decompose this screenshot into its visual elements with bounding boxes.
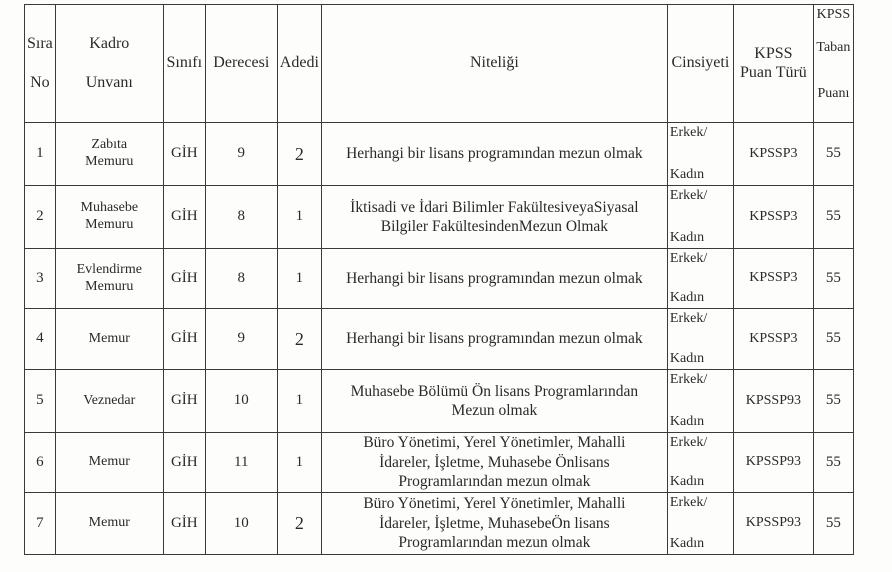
cell-puan: KPSSP93 xyxy=(733,493,813,555)
header-kadro-line1: Kadro xyxy=(89,35,130,53)
cell-line: İktisadi ve İdari Bilimler FakültesiveyaSiyasal xyxy=(350,198,639,216)
cell-line: Büro Yönetimi, Yerel Yönetimler, Mahalli xyxy=(363,495,626,513)
header-kadro-line2: Unvanı xyxy=(85,73,133,91)
cell-cinsiyet-line1: Erkek/ xyxy=(669,311,708,326)
cell-no: 5 xyxy=(25,370,56,433)
cell-derece: 9 xyxy=(205,309,277,370)
cell-line: İdareler, İşletme, MuhasebeÖn lisans xyxy=(379,514,610,532)
cell-cinsiyet xyxy=(667,433,733,493)
kadro-table xyxy=(24,4,854,555)
header-kpss-puan-line1: KPSS xyxy=(754,45,793,63)
cell-line: Mezun olmak xyxy=(451,402,538,419)
cell-line: İdareler, İşletme, Muhasebe Önlisans xyxy=(379,453,610,471)
cell-adet: 2 xyxy=(277,309,321,370)
cell-cinsiyet-line2: Kadın xyxy=(669,473,705,489)
cell-cinsiyet-line1: Erkek/ xyxy=(669,188,708,203)
cell-line: Programlarından mezun olmak xyxy=(398,473,591,491)
cell-line: Muhasebe xyxy=(80,200,139,216)
cell-taban: 55 xyxy=(813,249,853,309)
cell-cinsiyet-line1: Erkek/ xyxy=(669,251,708,266)
cell-line: Memur xyxy=(88,515,130,531)
cell-line: Bilgiler FakültesindenMezun Olmak xyxy=(380,218,609,235)
cell-nitelik xyxy=(321,433,667,493)
cell-cinsiyet xyxy=(667,186,733,249)
cell-cinsiyet-line1: Erkek/ xyxy=(669,125,708,140)
header-derecesi: Derecesi xyxy=(205,5,277,123)
cell-line: Memur xyxy=(88,454,130,470)
cell-no: 4 xyxy=(25,309,56,370)
cell-adet: 1 xyxy=(277,433,321,493)
cell-taban: 55 xyxy=(813,309,853,370)
table-row xyxy=(25,309,854,370)
cell-no: 2 xyxy=(25,186,56,249)
cell-no: 6 xyxy=(25,433,56,493)
cell-derece: 10 xyxy=(205,370,277,433)
header-kpss-taban xyxy=(813,5,853,123)
cell-kadro xyxy=(55,309,163,370)
cell-kadro xyxy=(55,433,163,493)
cell-line: Herhangi bir lisans programından mezun olmak xyxy=(346,330,643,348)
header-sira xyxy=(25,5,56,123)
cell-kadro xyxy=(55,249,163,309)
cell-sinif: GİH xyxy=(163,370,205,433)
cell-cinsiyet xyxy=(667,493,733,555)
cell-cinsiyet-line1: Erkek/ xyxy=(669,495,708,510)
cell-line: Memuru xyxy=(85,278,134,294)
header-kpss-taban-line2: Taban xyxy=(816,40,851,56)
cell-cinsiyet-line2: Kadın xyxy=(669,350,705,366)
cell-taban: 55 xyxy=(813,370,853,433)
cell-derece: 8 xyxy=(205,186,277,249)
cell-cinsiyet-line2: Kadın xyxy=(669,535,705,551)
table-row xyxy=(25,370,854,433)
cell-taban: 55 xyxy=(813,493,853,555)
cell-sinif: GİH xyxy=(163,433,205,493)
cell-cinsiyet-line1: Erkek/ xyxy=(669,372,708,387)
header-kpss-puan xyxy=(733,5,813,123)
header-adedi: Adedi xyxy=(277,5,321,123)
cell-line: Memuru xyxy=(85,154,134,169)
table-row xyxy=(25,493,854,555)
header-row xyxy=(25,5,854,123)
cell-line: Herhangi bir lisans programından mezun olmak xyxy=(346,269,643,287)
cell-cinsiyet-line2: Kadın xyxy=(669,229,705,245)
cell-taban: 55 xyxy=(813,433,853,493)
header-kpss-taban-line1: KPSS xyxy=(816,7,851,22)
cell-sinif: GİH xyxy=(163,249,205,309)
cell-nitelik xyxy=(321,493,667,555)
cell-adet: 2 xyxy=(277,493,321,555)
cell-adet: 1 xyxy=(277,186,321,249)
cell-no: 7 xyxy=(25,493,56,555)
header-sira-line1: Sıra xyxy=(27,35,53,53)
cell-derece: 8 xyxy=(205,249,277,309)
cell-cinsiyet-line2: Kadın xyxy=(669,166,705,182)
cell-line: Veznedar xyxy=(83,392,136,408)
cell-sinif: GİH xyxy=(163,123,205,186)
cell-puan: KPSSP3 xyxy=(733,309,813,370)
cell-nitelik xyxy=(321,123,667,186)
cell-cinsiyet xyxy=(667,309,733,370)
cell-line: Memur xyxy=(88,330,130,346)
cell-sinif: GİH xyxy=(163,493,205,555)
cell-nitelik xyxy=(321,249,667,309)
cell-no: 1 xyxy=(25,123,56,186)
cell-derece: 9 xyxy=(205,123,277,186)
cell-cinsiyet xyxy=(667,249,733,309)
cell-line: Herhangi bir lisans programından mezun olmak xyxy=(346,145,643,163)
cell-kadro xyxy=(55,186,163,249)
header-sinifi: Sınıfı xyxy=(163,5,205,123)
cell-kadro xyxy=(55,370,163,433)
header-sira-line2: No xyxy=(30,73,50,91)
cell-taban: 55 xyxy=(813,186,853,249)
table-row xyxy=(25,186,854,249)
cell-cinsiyet xyxy=(667,370,733,433)
header-kpss-taban-line3: Puanı xyxy=(817,85,850,101)
cell-nitelik xyxy=(321,186,667,249)
header-cinsiyeti: Cinsiyeti xyxy=(667,5,733,123)
table-row xyxy=(25,249,854,309)
header-niteligi: Niteliği xyxy=(321,5,667,123)
cell-kadro xyxy=(55,493,163,555)
cell-line: Programlarından mezun olmak xyxy=(398,534,591,552)
cell-cinsiyet-line2: Kadın xyxy=(669,289,705,305)
cell-puan: KPSSP3 xyxy=(733,123,813,186)
cell-derece: 10 xyxy=(205,493,277,555)
cell-puan: KPSSP3 xyxy=(733,186,813,249)
header-kadro xyxy=(55,5,163,123)
cell-adet: 1 xyxy=(277,249,321,309)
cell-line: Muhasebe Bölümü Ön lisans Programlarından xyxy=(350,382,639,400)
cell-line: Büro Yönetimi, Yerel Yönetimler, Mahalli xyxy=(363,434,626,452)
table-row xyxy=(25,433,854,493)
cell-line: Evlendirme xyxy=(76,261,142,277)
cell-puan: KPSSP93 xyxy=(733,433,813,493)
header-kpss-puan-line2: Puan Türü xyxy=(739,63,807,81)
cell-derece: 11 xyxy=(205,433,277,493)
cell-line: Memuru xyxy=(85,217,134,232)
cell-adet: 2 xyxy=(277,123,321,186)
cell-line: Zabıta xyxy=(91,137,128,153)
cell-adet: 1 xyxy=(277,370,321,433)
cell-nitelik xyxy=(321,309,667,370)
cell-taban: 55 xyxy=(813,123,853,186)
cell-cinsiyet-line1: Erkek/ xyxy=(669,435,708,450)
cell-no: 3 xyxy=(25,249,56,309)
cell-puan: KPSSP3 xyxy=(733,249,813,309)
table-row xyxy=(25,123,854,186)
cell-cinsiyet-line2: Kadın xyxy=(669,413,705,429)
cell-cinsiyet xyxy=(667,123,733,186)
cell-sinif: GİH xyxy=(163,186,205,249)
cell-kadro xyxy=(55,123,163,186)
cell-sinif: GİH xyxy=(163,309,205,370)
cell-nitelik xyxy=(321,370,667,433)
cell-puan: KPSSP93 xyxy=(733,370,813,433)
